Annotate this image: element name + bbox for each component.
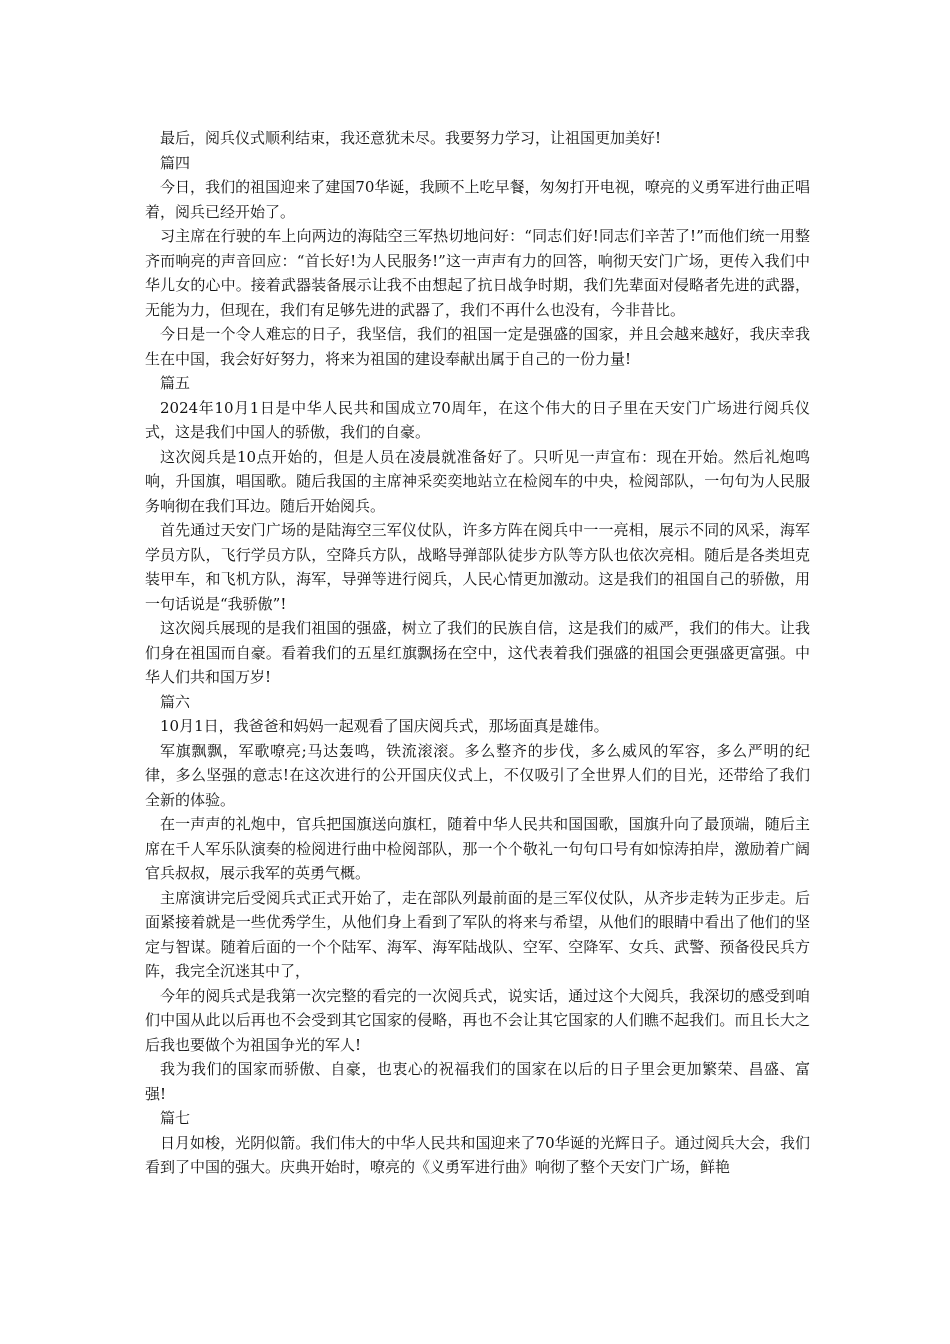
paragraph: 这次阅兵展现的是我们祖国的强盛，树立了我们的民族自信，这是我们的威严，我们的伟大。让我们身在祖国而自豪。看着我们的五星红旗飘扬在空中，这代表着我们强盛的祖国会更强盛更富强。中华人们共和国万岁! [145, 619, 810, 686]
paragraph: 10月1日，我爸爸和妈妈一起观看了国庆阅兵式，那场面真是雄伟。 [160, 717, 609, 735]
section-heading: 篇四 [160, 153, 191, 172]
document-page [145, 126, 810, 1180]
paragraph: 今日是一个令人难忘的日子，我坚信，我们的祖国一定是强盛的国家，并且会越来越好，我庆幸我生在中国，我会好好努力，将来为祖国的建设奉献出属于自己的一份力量! [145, 325, 810, 368]
section-heading: 篇七 [160, 1109, 191, 1127]
paragraph: 在一声声的礼炮中，官兵把国旗送向旗杠，随着中华人民共和国国歌，国旗升向了最顶端，随后主席在千人军乐队演奏的检阅进行曲中检阅部队，那一个个敬礼一句句口号有如惊涛拍岸，激励着广阔官兵叔叔，展示我军的英勇气概。 [145, 815, 810, 882]
paragraph: 军旗飘飘，军歌嘹亮;马达轰鸣，铁流滚滚。多么整齐的步伐，多么威风的军容，多么严明的纪律，多么坚强的意志!在这次进行的公开国庆仪式上，不仅吸引了全世界人们的目光，还带给了我们全新的体验。 [145, 741, 810, 809]
paragraph: 日月如梭，光阴似箭。我们伟大的中华人民共和国迎来了70华诞的光辉日子。通过阅兵大会，我们看到了中国的强大。庆典开始时，嘹亮的《义勇军进行曲》响彻了整个天安门广场，鲜艳 [145, 1133, 810, 1176]
paragraph: 主席演讲完后受阅兵式正式开始了，走在部队列最前面的是三军仪仗队，从齐步走转为正步走。后面紧接着就是一些优秀学生，从他们身上看到了军队的将来与希望，从他们的眼睛中看出了他们的坚定与智谋。随着后面的一个个陆军、海军、海军陆战队、空军、空降军、女兵、武警、预备役民兵方阵，我完全沉迷其中了， [145, 888, 810, 980]
section-heading: 篇六 [160, 692, 191, 711]
section-heading: 篇五 [160, 374, 191, 392]
paragraph: 习主席在行驶的车上向两边的海陆空三军热切地问好：“同志们好!同志们辛苦了!”而他们统一用整齐而响亮的声音回应：“首长好!为人民服务!”这一声声有力的回答，响彻天安门广场，更传入我们中华儿女的心中。接着武器装备展示让我不由想起了抗日战争时期，我们先辈面对侵略者先进的武器，无能为力，但现在，我们有足够先进的武器了，我们不再什么也没有，今非昔比。 [145, 227, 810, 319]
paragraph: 今日，我们的祖国迎来了建国70华诞，我顾不上吃早餐，匆匆打开电视，嘹亮的义勇军进行曲正唱着，阅兵已经开始了。 [145, 178, 810, 221]
paragraph: 2024年10月1日是中华人民共和国成立70周年，在这个伟大的日子里在天安门广场进行阅兵仪式，这是我们中国人的骄傲，我们的自豪。 [145, 398, 810, 441]
paragraph: 最后，阅兵仪式顺利结束，我还意犹未尽。我要努力学习，让祖国更加美好! [160, 129, 662, 147]
paragraph: 今年的阅兵式是我第一次完整的看完的一次阅兵式，说实话，通过这个大阅兵，我深切的感受到咱们中国从此以后再也不会受到其它国家的侵略，再也不会让其它国家的人们瞧不起我们。而且长大之后我也要做个为祖国争光的军人! [145, 986, 810, 1054]
paragraph: 这次阅兵是10点开始的，但是人员在凌晨就准备好了。只听见一声宣布：现在开始。然后礼炮鸣响，升国旗，唱国歌。随后我国的主席神采奕奕地站立在检阅车的中央，检阅部队，一句句为人民服务响彻在我们耳边。随后开始阅兵。 [145, 447, 810, 515]
paragraph: 首先通过天安门广场的是陆海空三军仪仗队，许多方阵在阅兵中一一亮相，展示不同的风采，海军学员方队，飞行学员方队，空降兵方队，战略导弹部队徒步方队等方队也依次亮相。随后是各类坦克装甲车，和飞机方队，海军，导弹等进行阅兵，人民心情更加激动。这是我们的祖国自己的骄傲，用一句话说是“我骄傲”! [145, 521, 810, 613]
paragraph: 我为我们的国家而骄傲、自豪，也衷心的祝福我们的国家在以后的日子里会更加繁荣、昌盛、富强! [145, 1060, 810, 1103]
